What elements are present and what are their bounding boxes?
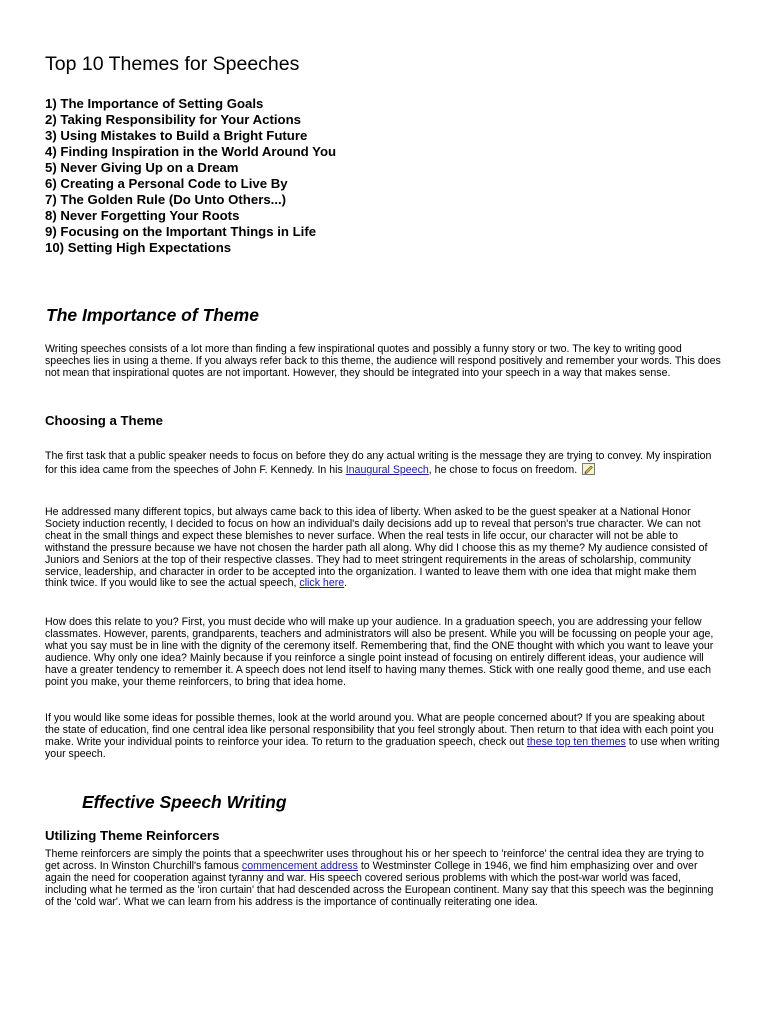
choosing-paragraph-1 xyxy=(45,449,721,477)
paragraph-text: to use when writing your speech. xyxy=(45,735,720,760)
list-item: 1) The Importance of Setting Goals xyxy=(45,96,264,111)
paragraph-text: If you would like some ideas for possible themes, look at the world around you. What are people concerned about? If you are speaking about the state of education, find one central idea like personal responsibility that you feel strongly about. Then return to that idea with each point you make. Write your individual points to reinforce your idea. To return to the graduation speech, check out xyxy=(45,712,714,748)
subheading-choosing-theme: Choosing a Theme xyxy=(45,413,163,428)
paragraph-text: to Westminster College in 1946, we find him emphasizing over and over again the need for cooperation against tyranny and war. His speech covered serious problems with which the post-war world was faced, including what he termed as the 'iron curtain' that had descended across the European continent. Many say that this speech was the beginning of the 'cold war'. What we can learn from his address is the importance of continually reiterating one idea. xyxy=(45,859,714,908)
themes-list xyxy=(45,96,336,256)
list-item: 3) Using Mistakes to Build a Bright Future xyxy=(45,128,308,143)
paragraph-text: . xyxy=(344,577,348,590)
choosing-paragraph-2 xyxy=(45,507,721,590)
list-item: 9) Focusing on the Important Things in Life xyxy=(45,224,317,239)
edit-note-icon[interactable] xyxy=(582,463,595,475)
top-ten-themes-link[interactable]: these top ten themes xyxy=(526,735,626,748)
click-here-link[interactable]: click here xyxy=(299,577,345,590)
importance-paragraph: Writing speeches consists of a lot more than finding a few inspirational quotes and possibly a funny story or two. The key to writing good speeches lies in using a theme. If you always refer back to this theme, the audience will respond positively and remember your words. This does not mean that inspirational quotes are not important. However, they should be integrated into your speech in a way that makes sense. xyxy=(45,343,721,379)
list-item: 2) Taking Responsibility for Your Actions xyxy=(45,112,301,127)
list-item: 7) The Golden Rule (Do Unto Others...) xyxy=(45,192,287,207)
subheading-theme-reinforcers: Utilizing Theme Reinforcers xyxy=(45,828,220,843)
choosing-paragraph-3: How does this relate to you? First, you must decide who will make up your audience. In a graduation speech, you are addressing your fellow classmates. However, parents, grandparents, teachers and administrators will also be present. While you will be focussing on people your age, what you say must be in line with the dignity of the ceremony itself. Remembering that, find the ONE thought with which you want to leave your audience. Why only one idea? Mainly because if you reinforce a single point instead of focusing on entirely different ideas, your audience will have a greater tendency to remember it. A speech does not lend itself to having many themes. Stick with one really good theme, and use each point you make, your theme reinforcers, to bring that idea home. xyxy=(45,616,714,688)
inaugural-speech-link[interactable]: Inaugural Speech xyxy=(345,464,429,476)
list-item: 5) Never Giving Up on a Dream xyxy=(45,160,239,175)
choosing-paragraph-4 xyxy=(45,713,721,761)
paragraph-text: The first task that a public speaker needs to focus on before they do any actual writing is the message they are trying to convey. My inspiration for this idea came from the speeches of John F. Kennedy. In his xyxy=(45,450,712,476)
paragraph-text: , he chose to focus on freedom. xyxy=(428,464,581,476)
section-heading-effective: Effective Speech Writing xyxy=(82,792,287,812)
paragraph-text: Theme reinforcers are simply the points that a speechwriter uses throughout his or her speech to 'reinforce' the central idea they are trying to get across. In Winston Churchill's famous xyxy=(45,848,704,872)
section-heading-importance: The Importance of Theme xyxy=(46,305,259,325)
commencement-address-link[interactable]: commencement address xyxy=(241,859,358,872)
list-item: 10) Setting High Expectations xyxy=(45,240,232,255)
paragraph-text: He addressed many different topics, but always came back to this idea of liberty. When asked to be the guest speaker at a National Honor Society induction recently, I decided to focus on how an individual's daily decisions add up to reveal that person's true character. We can not cheat in the small things and expect these blemishes to never surface. When the real tests in life occur, our character will not be able to withstand the pressure because we have not chosen the harder path all along. Why did I choose this as my theme? My audience consisted of Juniors and Seniors at the top of their respective classes. They had to meet stringent requirements in the areas of scholarship, community service, leadership, and character in order to be accepted into the organization. I wanted to leave them with one idea that might make them think twice. If you would like to see the actual speech, xyxy=(45,506,708,590)
list-item: 6) Creating a Personal Code to Live By xyxy=(45,176,288,191)
page-title: Top 10 Themes for Speeches xyxy=(45,53,300,75)
reinforcers-paragraph xyxy=(45,849,721,909)
list-item: 8) Never Forgetting Your Roots xyxy=(45,208,240,223)
list-item: 4) Finding Inspiration in the World Around You xyxy=(45,144,337,159)
